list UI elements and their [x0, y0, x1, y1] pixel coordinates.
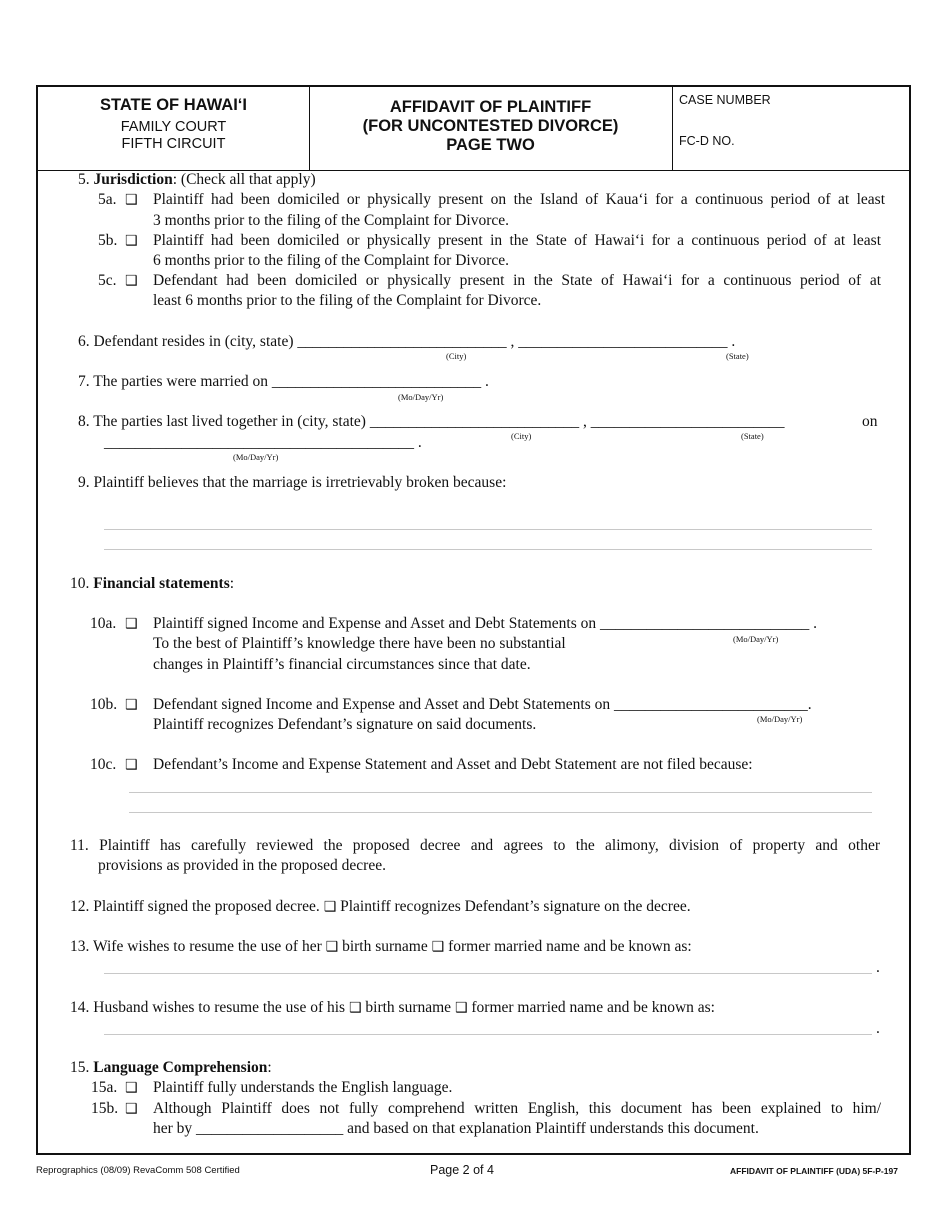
section-15-heading: 15. Language Comprehension: [70, 1059, 272, 1076]
section-8-on: on [862, 413, 878, 430]
item-10c-text: Defendant’s Income and Expense Statement and Asset and Debt Statement are not filed because: [153, 756, 753, 773]
item-10a-label: 10a. [90, 615, 117, 632]
item-10b-text[interactable]: Defendant signed Income and Expense and Asset and Debt Statements on _________________________. [153, 696, 812, 713]
section-10-heading: 10. Financial statements: [70, 575, 235, 592]
court-name: FAMILY COURT [120, 119, 227, 135]
form-subtitle: (FOR UNCONTESTED DIVORCE) [362, 117, 619, 135]
circuit-name: FIFTH CIRCUIT [121, 136, 226, 152]
item-15b-text: Although Plaintiff does not fully comprehend written English, this document has been explained to him/ [153, 1100, 881, 1117]
section-8-last-lived[interactable]: 8. The parties last lived together in (city, state) ___________________________ , _________________________ [78, 413, 785, 430]
not-filed-reason-line-1[interactable] [129, 792, 872, 793]
item-15b-label: 15b. [91, 1100, 119, 1117]
item-5a-text: Plaintiff had been domiciled or physically present on the Island of Kaua‘i for a continuous period of at least [153, 191, 885, 208]
section-11-text-cont: provisions as provided in the proposed decree. [98, 857, 386, 874]
checkbox-10a[interactable]: ❑ [125, 616, 138, 632]
hint-city: (City) [511, 431, 532, 441]
checkbox-14-former-married-name[interactable]: ❑ [454, 1000, 468, 1016]
item-10b-text-cont: Plaintiff recognizes Defendant’s signature on said documents. [153, 716, 537, 733]
hint-date: (Mo/Day/Yr) [757, 714, 803, 724]
section-8-date-line[interactable]: ________________________________________ . [104, 434, 422, 451]
checkbox-12-recognizes[interactable]: ❑ [323, 899, 337, 915]
footer-page-number: Page 2 of 4 [430, 1163, 494, 1177]
item-5a-text-cont: 3 months prior to the filing of the Complaint for Divorce. [153, 212, 510, 229]
financial-statements-title: Financial statements [93, 575, 230, 592]
checkbox-15b[interactable]: ❑ [125, 1101, 138, 1117]
checkbox-10b[interactable]: ❑ [125, 697, 138, 713]
title-block [309, 87, 673, 170]
item-15b-text-cont[interactable]: her by ___________________ and based on that explanation Plaintiff understands this document. [153, 1120, 759, 1137]
item-5c-label: 5c. [98, 272, 117, 289]
item-5b-label: 5b. [98, 232, 118, 249]
section-13: 13. Wife wishes to resume the use of her ❑ birth surname ❑ former married name and be known as: [70, 938, 692, 955]
item-5a-label: 5a. [98, 191, 117, 208]
page-label: PAGE TWO [446, 136, 535, 154]
reason-line-2[interactable] [104, 549, 872, 550]
hint-date: (Mo/Day/Yr) [398, 392, 444, 402]
footer-form-id: AFFIDAVIT OF PLAINTIFF (UDA) 5F-P-197 [730, 1166, 898, 1176]
section-5-heading: 5. Jurisdiction: (Check all that apply) [78, 171, 316, 188]
case-number-block [672, 87, 912, 170]
hint-city: (City) [446, 351, 467, 361]
hint-state: (State) [741, 431, 764, 441]
case-number-field[interactable]: FC-D NO. [679, 134, 735, 148]
item-10a-text-cont2: changes in Plaintiff’s financial circumstances since that date. [153, 656, 531, 673]
item-10c-label: 10c. [90, 756, 117, 773]
section-6-defendant-residence[interactable]: 6. Defendant resides in (city, state) ___________________________ , ___________________________ . [78, 333, 736, 350]
footer-reprographics: Reprographics (08/09) RevaComm 508 Certified [36, 1165, 240, 1176]
item-15a-text: Plaintiff fully understands the English language. [153, 1079, 453, 1096]
checkbox-10c[interactable]: ❑ [125, 757, 138, 773]
wife-name-line[interactable] [104, 973, 872, 974]
item-10a-text-cont: To the best of Plaintiff’s knowledge there have been no substantial [153, 635, 566, 652]
section-13-period: . [876, 959, 880, 976]
checkbox-5c[interactable]: ❑ [125, 273, 138, 289]
not-filed-reason-line-2[interactable] [129, 812, 872, 813]
reason-line-1[interactable] [104, 529, 872, 530]
hint-date: (Mo/Day/Yr) [233, 452, 279, 462]
checkbox-15a[interactable]: ❑ [125, 1080, 138, 1096]
checkbox-5b[interactable]: ❑ [125, 233, 138, 249]
item-5c-text-cont: least 6 months prior to the filing of the Complaint for Divorce. [153, 292, 542, 309]
checkbox-14-birth-surname[interactable]: ❑ [348, 1000, 362, 1016]
hint-state: (State) [726, 351, 749, 361]
jurisdiction-title: Jurisdiction [93, 171, 173, 188]
section-14-period: . [876, 1020, 880, 1037]
husband-name-line[interactable] [104, 1034, 872, 1035]
item-10a-text[interactable]: Plaintiff signed Income and Expense and Asset and Debt Statements on ___________________________ . [153, 615, 817, 632]
item-5b-text-cont: 6 months prior to the filing of the Complaint for Divorce. [153, 252, 510, 269]
checkbox-5a[interactable]: ❑ [125, 192, 138, 208]
checkbox-13-birth-surname[interactable]: ❑ [325, 939, 339, 955]
section-9-reason: 9. Plaintiff believes that the marriage is irretrievably broken because: [78, 474, 507, 491]
item-10b-label: 10b. [90, 696, 118, 713]
hint-date: (Mo/Day/Yr) [733, 634, 779, 644]
item-15a-label: 15a. [91, 1079, 118, 1096]
item-5b-text: Plaintiff had been domiciled or physically present in the State of Hawai‘i for a continuous period of at least [153, 232, 881, 249]
section-14: 14. Husband wishes to resume the use of his ❑ birth surname ❑ former married name and be known as: [70, 999, 715, 1016]
state-name: STATE OF HAWAI‘I [100, 96, 247, 114]
section-7-marriage-date[interactable]: 7. The parties were married on ___________________________ . [78, 373, 489, 390]
form-header [38, 87, 909, 171]
checkbox-13-former-married-name[interactable]: ❑ [431, 939, 445, 955]
item-5c-text: Defendant had been domiciled or physically present in the State of Hawai‘i for a continuous period of at [153, 272, 881, 289]
language-comprehension-title: Language Comprehension [93, 1059, 268, 1076]
case-number-label: CASE NUMBER [679, 93, 771, 107]
form-title: AFFIDAVIT OF PLAINTIFF [389, 98, 592, 116]
section-11-text: 11. Plaintiff has carefully reviewed the proposed decree and agrees to the alimony, division of property and other [70, 837, 880, 854]
court-block [38, 87, 310, 170]
section-12: 12. Plaintiff signed the proposed decree. ❑ Plaintiff recognizes Defendant’s signature on the decree. [70, 898, 691, 915]
